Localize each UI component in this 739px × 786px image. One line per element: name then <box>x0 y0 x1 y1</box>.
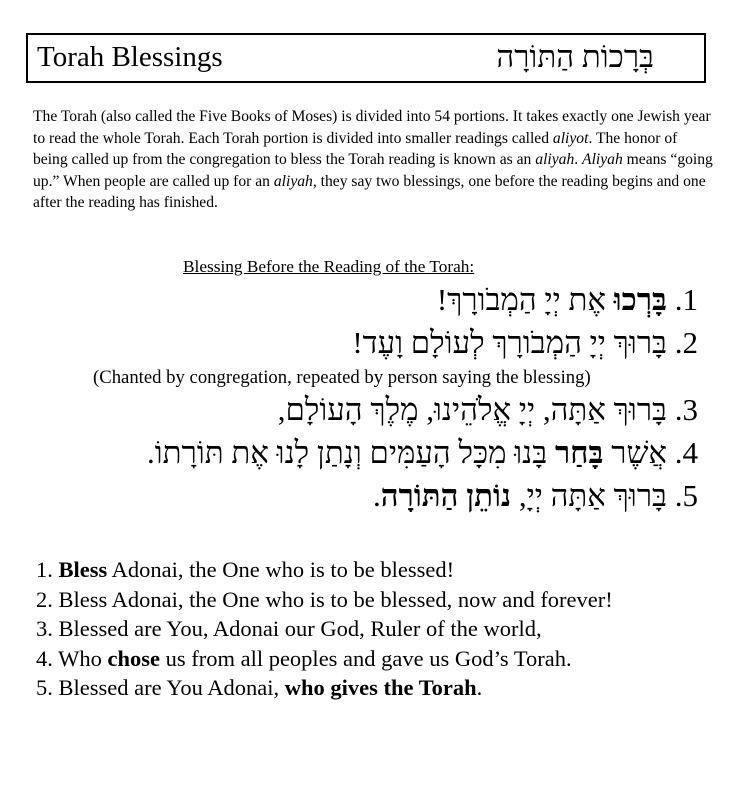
english-bold: chose <box>107 645 160 671</box>
english-line-1 <box>36 555 716 585</box>
english-line-4 <box>36 644 716 674</box>
english-bold: Bless <box>58 557 108 582</box>
hebrew-bold: בָּחַר <box>554 435 604 470</box>
hebrew-line-4 <box>147 433 698 473</box>
title-english: Torah Blessings <box>37 41 223 73</box>
title-hebrew: בְּרָכוֹת הַתּוֹרָה <box>496 39 654 74</box>
intro-text: The Torah (also called the Five Books of Moses) is divided into 54 portions. It takes exactly one Jewish year to read the whole Torah. Each Torah portion is divided into smaller readings called <box>33 108 711 147</box>
hebrew-text: . <box>373 478 381 513</box>
intro-term: aliyah <box>273 172 313 190</box>
hebrew-line-1 <box>437 280 698 320</box>
hebrew-text: בָּרוּךְ יְיָ הַמְבֹורָךְ לְעוֹלָם וָעֶד! <box>352 325 667 360</box>
intro-paragraph <box>33 106 713 214</box>
english-text: us from all peoples and gave us God’s Torah. <box>159 645 572 671</box>
congregation-note: (Chanted by congregation, repeated by person saying the blessing) <box>93 367 591 388</box>
hebrew-bold: נוֹתֵן הַתּוֹרָה <box>380 478 512 513</box>
intro-term: aliyot <box>552 129 589 147</box>
intro-text: means “going up.” When people are called up for an <box>33 151 713 190</box>
hebrew-number: .4 <box>674 435 698 470</box>
intro-term: aliyah <box>535 151 575 169</box>
intro-term: Aliyah <box>582 151 623 169</box>
hebrew-number: .1 <box>674 282 698 317</box>
intro-text: . <box>574 151 583 169</box>
section-heading: Blessing Before the Reading of the Torah: <box>183 257 475 276</box>
english-line-2 <box>36 585 716 615</box>
hebrew-bold: בָּרְכוּ <box>613 282 667 317</box>
english-translation-list <box>36 555 716 703</box>
hebrew-text: אֶת יְיָ הַמְבֹורָךְ! <box>436 282 614 317</box>
hebrew-text: בָּרוּךְ אַתָּה יְיָ, <box>511 478 667 513</box>
line-number: 5. <box>36 675 59 700</box>
intro-text: , they say two blessings, one before the reading begins and one after the reading has finished. <box>33 172 706 212</box>
hebrew-number: .3 <box>674 392 698 427</box>
line-number: 2. <box>36 586 59 612</box>
english-text: Blessed are You Adonai, <box>58 675 285 700</box>
title-box <box>26 33 706 83</box>
hebrew-text: בָּרוּךְ אַתָּה, יְיָ אֱלֹהֵינוּ, מֶלֶךְ הָעוֹלָם, <box>277 392 667 427</box>
english-text: Adonai, the One who is to be blessed! <box>107 557 455 582</box>
english-bold: who gives the Torah <box>284 675 477 700</box>
line-number: 1. <box>36 557 59 582</box>
line-number: 4. <box>36 645 59 671</box>
hebrew-number: .5 <box>674 478 698 513</box>
english-line-5 <box>36 673 716 703</box>
hebrew-line-2 <box>352 323 698 363</box>
hebrew-line-5 <box>373 476 698 516</box>
intro-text: . The honor of being called up from the congregation to bless the Torah reading is known as an <box>33 129 678 169</box>
english-text: Bless Adonai, the One who is to be blessed, now and forever! <box>58 586 613 612</box>
english-text: . <box>476 675 483 700</box>
english-text: Blessed are You, Adonai our God, Ruler of the world, <box>58 616 542 641</box>
english-line-3 <box>36 614 716 644</box>
english-text: Who <box>58 645 108 671</box>
hebrew-line-3 <box>278 390 698 430</box>
line-number: 3. <box>36 616 59 641</box>
hebrew-number: .2 <box>674 325 698 360</box>
hebrew-text: בָּנוּ מִכָּל הָעַמִּים וְנָתַן לָנוּ אֶת תּוֹרָתוֹ. <box>147 435 555 470</box>
hebrew-text: אֲשֶׁר <box>603 435 667 470</box>
